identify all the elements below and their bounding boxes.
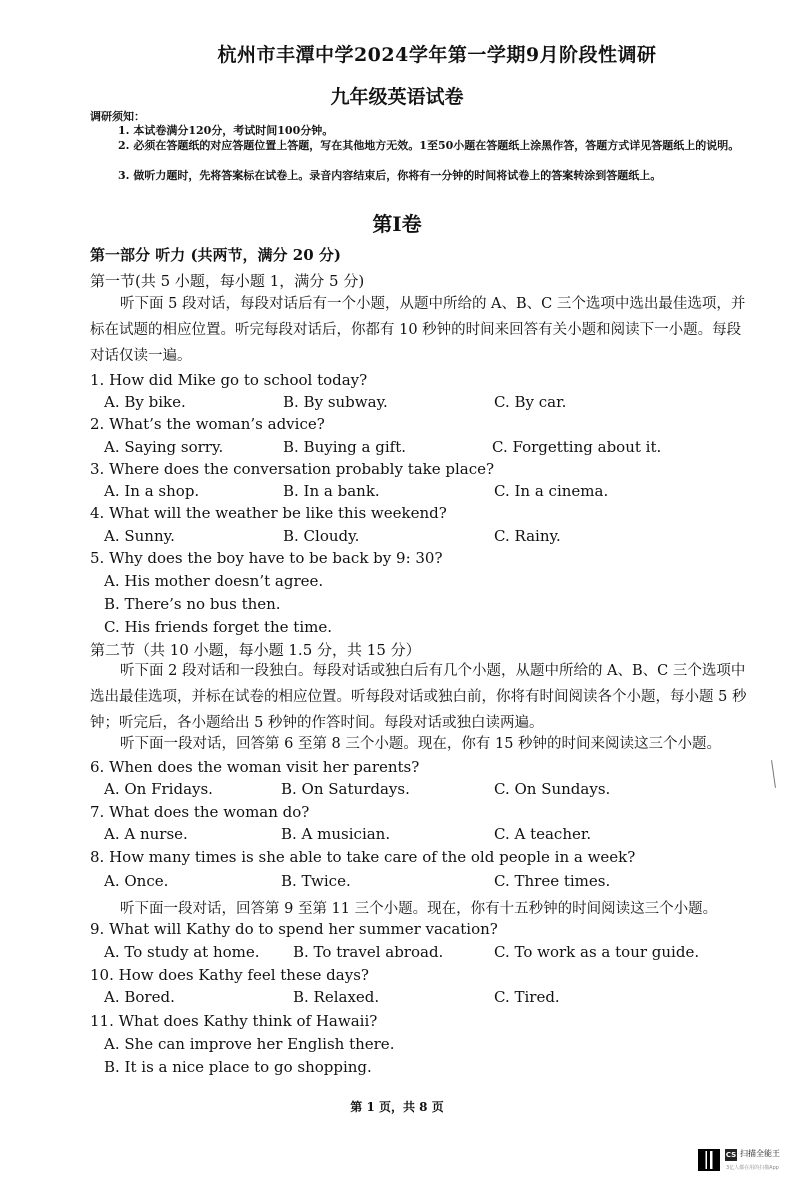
q1-option-c: C. By car. — [494, 393, 567, 411]
volume-title: 第I卷 — [372, 212, 422, 236]
question-8: 8. How many times is she able to take care of the old people in a week? — [90, 848, 636, 866]
q10-option-b: B. Relaxed. — [293, 988, 380, 1006]
question-3: 3. Where does the conversation probably take place? — [90, 460, 495, 478]
q2-option-b: B. Buying a gift. — [283, 438, 407, 456]
q10-option-a: A. Bored. — [104, 988, 175, 1006]
question-7: 7. What does the woman do? — [90, 803, 310, 821]
question-1: 1. How did Mike go to school today? — [90, 371, 368, 389]
section2-title: 第二节（共 10 小题，每小题 1.5 分，共 15 分） — [90, 641, 421, 659]
q5-option-a: A. His mother doesn’t agree. — [104, 572, 324, 590]
camscanner-logo-icon: CS — [725, 1151, 737, 1159]
q6-option-c: C. On Sundays. — [494, 780, 611, 798]
q3-option-a: A. In a shop. — [104, 482, 200, 500]
scan-mark — [771, 760, 776, 788]
exam-title: 杭州市丰潭中学2024学年第一学期9月阶段性调研 — [217, 44, 657, 66]
dialog2-note: 听下面一段对话，回答第 9 至第 11 三个小题。现在，你有十五秒钟的时间阅读这三个小题。 — [120, 901, 718, 917]
notice-heading: 调研须知： — [90, 110, 145, 123]
scan-badge-sub: 3亿人都在用的扫描App — [726, 1165, 779, 1171]
notice-item-3: 3. 做听力题时，先将答案标在试卷上。录音内容结束后，你将有一分钟的时间将试卷上的答案转涂到答题纸上。 — [118, 169, 662, 182]
q8-option-b: B. Twice. — [281, 872, 351, 890]
q8-option-a: A. Once. — [104, 872, 169, 890]
question-2: 2. What’s the woman’s advice? — [90, 415, 325, 433]
qr-code-icon — [698, 1149, 720, 1171]
question-10: 10. How does Kathy feel these days? — [90, 966, 369, 984]
q4-option-b: B. Cloudy. — [283, 527, 360, 545]
exam-subtitle: 九年级英语试卷 — [330, 86, 464, 108]
page-footer: 第 1 页，共 8 页 — [350, 1100, 444, 1114]
section1-instructions: 听下面 5 段对话，每段对话后有一个小题，从题中所给的 A、B、C 三个选项中选出最佳选项，并标在试题的相应位置。听完每段对话后，你都有 10 秒钟的时间来回答有关小题和阅读下一小题。每段对话仅读一遍。 — [90, 296, 746, 364]
q5-option-c: C. His friends forget the time. — [104, 618, 333, 636]
q1-option-a: A. By bike. — [104, 393, 186, 411]
notice-item-1: 1. 本试卷满分120分，考试时间100分钟。 — [118, 124, 334, 137]
scan-badge-label: 扫描全能王 — [740, 1149, 780, 1158]
q10-option-c: C. Tired. — [494, 988, 560, 1006]
q6-option-a: A. On Fridays. — [104, 780, 213, 798]
q4-option-a: A. Sunny. — [104, 527, 175, 545]
q2-option-c: C. Forgetting about it. — [492, 438, 662, 456]
q7-option-c: C. A teacher. — [494, 825, 592, 843]
dialog1-note: 听下面一段对话，回答第 6 至第 8 三个小题。现在，你有 15 秒钟的时间来阅读这三个小题。 — [120, 736, 722, 752]
question-5: 5. Why does the boy have to be back by 9: 30? — [90, 549, 443, 567]
part1-title: 第一部分 听力 (共两节，满分 20 分) — [90, 246, 341, 264]
q8-option-c: C. Three times. — [494, 872, 611, 890]
q6-option-b: B. On Saturdays. — [281, 780, 410, 798]
section2-instructions: 听下面 2 段对话和一段独白。每段对话或独白后有几个小题，从题中所给的 A、B、C 三个选项中选出最佳选项，并标在试卷的相应位置。听每段对话或独白前，你将有时间阅读各个小题，每小题 5 秒钟；听完后，各小题给出 5 秒钟的作答时间。每段对话或独白读两遍。 — [90, 663, 747, 731]
q1-option-b: B. By subway. — [283, 393, 388, 411]
question-4: 4. What will the weather be like this weekend? — [90, 504, 447, 522]
q2-option-a: A. Saying sorry. — [104, 438, 224, 456]
q9-option-b: B. To travel abroad. — [293, 943, 444, 961]
q7-option-b: B. A musician. — [281, 825, 391, 843]
q4-option-c: C. Rainy. — [494, 527, 561, 545]
q3-option-b: B. In a bank. — [283, 482, 380, 500]
q9-option-c: C. To work as a tour guide. — [494, 943, 700, 961]
notice-item-2: 2. 必须在答题纸的对应答题位置上答题，写在其他地方无效。1至50小题在答题纸上涂黑作答，答题方式详见答题纸上的说明。 — [118, 139, 740, 152]
question-9: 9. What will Kathy do to spend her summer vacation? — [90, 920, 498, 938]
q5-option-b: B. There’s no bus then. — [104, 595, 281, 613]
q11-option-a: A. She can improve her English there. — [104, 1035, 395, 1053]
q3-option-c: C. In a cinema. — [494, 482, 609, 500]
section1-title: 第一节(共 5 小题，每小题 1，满分 5 分) — [90, 272, 365, 290]
q7-option-a: A. A nurse. — [104, 825, 188, 843]
q9-option-a: A. To study at home. — [104, 943, 260, 961]
q11-option-b: B. It is a nice place to go shopping. — [104, 1058, 372, 1076]
question-11: 11. What does Kathy think of Hawaii? — [90, 1012, 378, 1030]
question-6: 6. When does the woman visit her parents? — [90, 758, 420, 776]
